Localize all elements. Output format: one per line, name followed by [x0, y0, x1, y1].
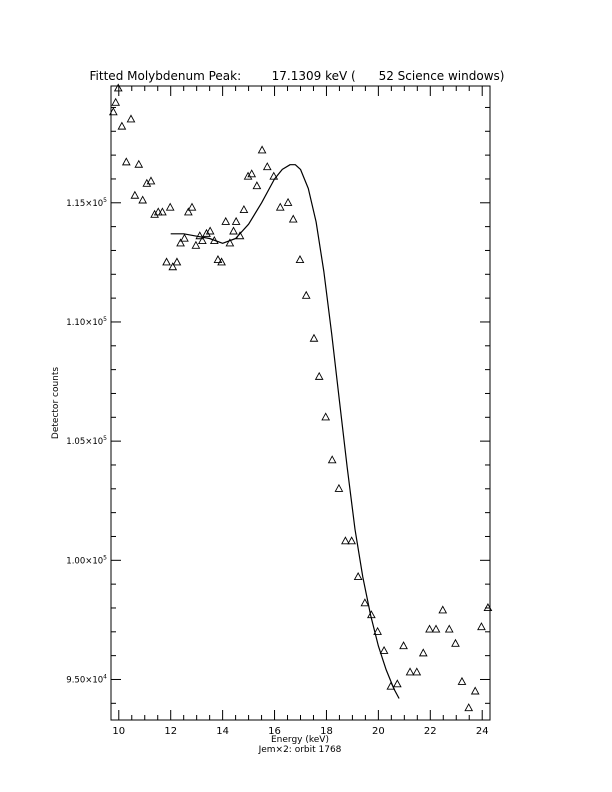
- data-point: [131, 192, 138, 199]
- data-point: [207, 227, 214, 234]
- data-point: [240, 206, 247, 213]
- data-point: [248, 170, 255, 177]
- data-point: [167, 204, 174, 211]
- data-point: [230, 227, 237, 234]
- y-tick-label: $1.15\times 10^5$: [66, 196, 107, 209]
- x-tick-label: 12: [164, 726, 178, 737]
- data-point: [290, 215, 297, 222]
- data-point: [420, 649, 427, 656]
- x-tick-label: 14: [216, 726, 229, 737]
- data-point: [253, 182, 260, 189]
- data-point: [316, 373, 323, 380]
- x-axis-ticks: [112, 86, 488, 737]
- y-axis-ticks: [66, 107, 490, 703]
- x-axis-label: Energy (keV): [271, 735, 329, 745]
- data-point: [222, 218, 229, 225]
- data-point: [115, 84, 122, 91]
- data-point: [380, 647, 387, 654]
- data-point: [439, 606, 446, 613]
- data-point: [465, 704, 472, 711]
- data-point: [258, 146, 265, 153]
- data-point: [118, 123, 125, 130]
- data-point: [163, 258, 170, 265]
- data-point: [406, 668, 413, 675]
- data-point: [452, 640, 459, 647]
- footer-label: Jem×2: orbit 1768: [258, 745, 342, 755]
- data-point: [432, 625, 439, 632]
- data-point: [192, 242, 199, 249]
- data-point: [446, 625, 453, 632]
- data-point: [151, 211, 158, 218]
- chart-title: Fitted Molybdenum Peak: 17.1309 keV ( 52 Science windows): [89, 69, 505, 83]
- fit-curve-group: [171, 165, 399, 699]
- data-point: [413, 668, 420, 675]
- data-points: [110, 84, 492, 710]
- data-point: [472, 687, 479, 694]
- data-point: [355, 573, 362, 580]
- y-axis-label: Detector counts: [51, 366, 61, 440]
- data-point: [127, 115, 134, 122]
- x-tick-label: 24: [475, 726, 489, 737]
- y-tick-label: $1.05\times 10^5$: [66, 435, 107, 448]
- y-tick-label: $9.50\times 10^4$: [66, 673, 107, 686]
- x-tick-label: 22: [423, 726, 437, 737]
- data-point: [458, 678, 465, 685]
- data-point: [478, 623, 485, 630]
- x-tick-label: 20: [372, 726, 385, 737]
- data-point: [426, 625, 433, 632]
- data-point: [233, 218, 240, 225]
- x-tick-label: 10: [112, 726, 126, 737]
- data-point: [139, 196, 146, 203]
- data-point: [173, 258, 180, 265]
- data-point: [296, 256, 303, 263]
- data-point: [218, 258, 225, 265]
- data-point: [342, 537, 349, 544]
- data-point: [310, 335, 317, 342]
- data-point: [188, 204, 195, 211]
- data-point: [244, 173, 251, 180]
- x-tick-label: 18: [320, 726, 333, 737]
- data-point: [329, 456, 336, 463]
- fit-curve: [171, 165, 399, 699]
- data-point: [181, 235, 188, 242]
- data-point: [203, 230, 210, 237]
- data-point: [214, 256, 221, 263]
- data-point: [400, 642, 407, 649]
- data-point: [135, 161, 142, 168]
- x-tick-label: 16: [268, 726, 281, 737]
- data-point: [322, 413, 329, 420]
- data-point: [303, 292, 310, 299]
- data-point: [112, 99, 119, 106]
- data-point: [169, 263, 176, 270]
- data-point: [284, 199, 291, 206]
- data-point: [264, 163, 271, 170]
- plot-frame: [111, 86, 490, 720]
- data-point: [123, 158, 130, 165]
- data-point: [177, 239, 184, 246]
- y-tick-label: $1.00\times 10^5$: [66, 554, 107, 567]
- data-point: [348, 537, 355, 544]
- data-point: [335, 485, 342, 492]
- data-point: [394, 680, 401, 687]
- data-point: [277, 204, 284, 211]
- y-tick-label: $1.10\times 10^5$: [66, 315, 107, 328]
